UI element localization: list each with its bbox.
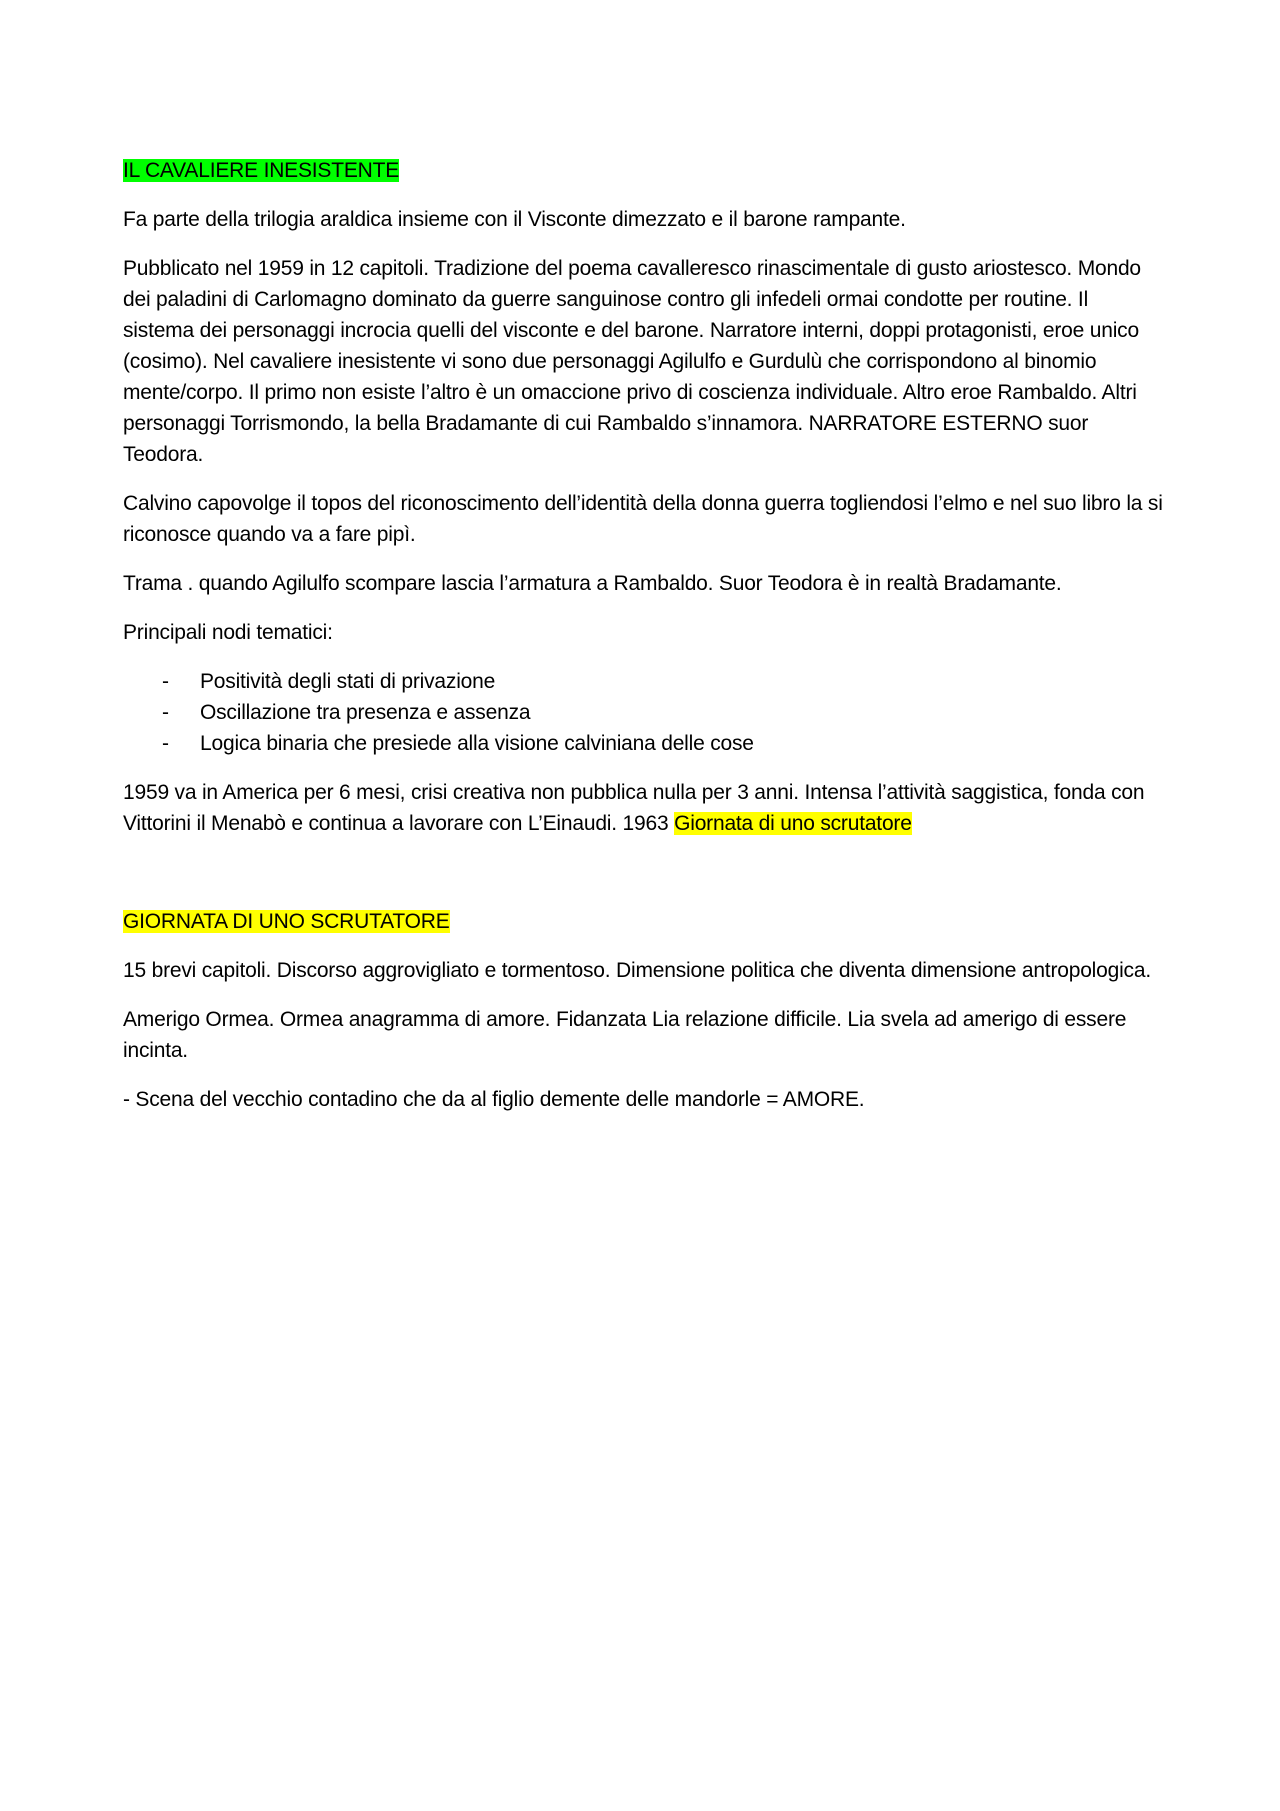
- list-item: [123, 697, 1163, 728]
- list-dash: -: [162, 670, 169, 693]
- list-dash: -: [162, 732, 169, 755]
- section-spacer: [123, 857, 1163, 906]
- paragraph-scena: - Scena del vecchio contadino che da al figlio demente delle mandorle = AMORE.: [123, 1088, 865, 1111]
- paragraph-1959-text: 1959 va in America per 6 mesi, crisi creativa non pubblica nulla per 3 anni. Intensa l’attività saggistica, fonda con Vittorini il Menabò e continua a lavorare con L’Einaudi. 1963: [123, 781, 1145, 835]
- section-heading-scrutatore: [123, 906, 1163, 937]
- list-item: [123, 666, 1163, 697]
- list-item-text: Positività degli stati di privazione: [200, 670, 496, 693]
- list-item: [123, 728, 1163, 759]
- paragraph-pubblicato: Pubblicato nel 1959 in 12 capitoli. Tradizione del poema cavalleresco rinascimentale di gusto ariostesco. Mondo dei paladini di Carlomagno dominato da guerre sanguinose contro gli infedeli ormai condotte per routine. Il sistema dei personaggi incrocia quelli del visconte e del barone. Narratore interni, doppi protagonisti, eroe unico (cosimo). Nel cavaliere inesistente vi sono due personaggi Agilulfo e Gurdulù che corrispondono al binomio mente/corpo. Il primo non esiste l’altro è un omaccione privo di coscienza individuale. Altro eroe Rambaldo. Altri personaggi Torrismondo, la bella Bradamante di cui Rambaldo s’innamora. NARRATORE ESTERNO suor Teodora.: [123, 257, 1141, 466]
- paragraph-1959: [123, 777, 1163, 839]
- paragraph-nodi-tematici: Principali nodi tematici:: [123, 621, 333, 644]
- paragraph-trama: Trama . quando Agilulfo scompare lascia l’armatura a Rambaldo. Suor Teodora è in realtà Bradamante.: [123, 572, 1062, 595]
- heading-highlight: GIORNATA DI UNO SCRUTATORE: [123, 910, 450, 933]
- paragraph-amerigo: Amerigo Ormea. Ormea anagramma di amore. Fidanzata Lia relazione difficile. Lia svela ad amerigo di essere incinta.: [123, 1008, 1127, 1062]
- paragraph-capitoli: 15 brevi capitoli. Discorso aggrovigliato e tormentoso. Dimensione politica che diventa dimensione antropologica.: [123, 959, 1151, 982]
- heading-highlight: IL CAVALIERE INESISTENTE: [123, 159, 400, 182]
- document-page: [123, 155, 1163, 1133]
- themes-list: [123, 666, 1163, 759]
- paragraph-trilogia: Fa parte della trilogia araldica insieme con il Visconte dimezzato e il barone rampante.: [123, 208, 906, 231]
- list-item-text: Logica binaria che presiede alla visione calviniana delle cose: [200, 732, 754, 755]
- section-heading-cavaliere: [123, 155, 1163, 186]
- paragraph-topos: Calvino capovolge il topos del riconoscimento dell’identità della donna guerra togliendosi l’elmo e nel suo libro la si riconosce quando va a fare pipì.: [123, 492, 1163, 546]
- list-item-text: Oscillazione tra presenza e assenza: [200, 701, 531, 724]
- inline-highlight-scrutatore: Giornata di uno scrutatore: [674, 812, 912, 835]
- list-dash: -: [162, 701, 169, 724]
